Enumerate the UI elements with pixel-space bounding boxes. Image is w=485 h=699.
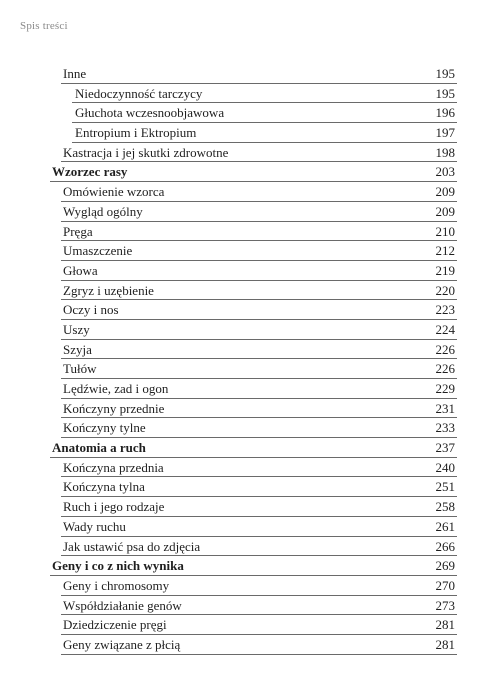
toc-entry-page-number: 195	[435, 66, 455, 81]
toc-entry-wrapper	[0, 162, 485, 182]
toc-entry-page-number: 266	[435, 538, 455, 554]
toc-entry-page-number: 226	[435, 361, 455, 377]
toc-chapter-entry	[50, 556, 457, 576]
toc-entry-wrapper	[0, 379, 485, 399]
toc-entry-wrapper	[0, 359, 485, 379]
toc-entry-page-number: 233	[435, 420, 455, 436]
toc-entry-page-number: 281	[435, 617, 455, 633]
toc-entry-page-number: 261	[435, 518, 455, 534]
toc-entry-wrapper	[0, 576, 485, 596]
toc-section-entry	[61, 399, 457, 419]
toc-entry-wrapper	[0, 418, 485, 438]
toc-entry-title: Dziedziczenie pręgi	[63, 617, 167, 633]
toc-entry-page-number: 219	[435, 262, 455, 278]
toc-entry-title: Anatomia a ruch	[52, 440, 146, 456]
toc-entry-title: Oczy i nos	[63, 302, 119, 318]
toc-section-entry	[61, 596, 457, 616]
toc-entry-title: Kończyny tylne	[63, 420, 146, 436]
toc-entry-title: Omówienie wzorca	[63, 184, 165, 200]
toc-entry-wrapper	[0, 182, 485, 202]
toc-entry-wrapper	[0, 300, 485, 320]
toc-entry-title: Kończyna tylna	[63, 479, 145, 495]
toc-section-entry	[61, 241, 457, 261]
toc-entry-title: Zgryz i uzębienie	[63, 282, 154, 298]
toc-entry-wrapper	[0, 615, 485, 635]
toc-entry-page-number: 237	[435, 440, 455, 456]
toc-entry-title: Szyja	[63, 341, 92, 357]
toc-entry-title: Wady ruchu	[63, 518, 126, 534]
toc-entry-page-number: 240	[435, 459, 455, 475]
toc-entry-title: Geny i co z nich wynika	[52, 558, 184, 574]
toc-entry-wrapper	[0, 143, 485, 163]
toc-section-entry	[61, 497, 457, 517]
toc-section-entry	[61, 261, 457, 281]
toc-entry-wrapper	[0, 84, 485, 104]
toc-entry-wrapper	[0, 202, 485, 222]
toc-entry-title: Kończyna przednia	[63, 459, 164, 475]
toc-entry-title: Wygląd ogólny	[63, 203, 143, 219]
toc-section-entry	[61, 182, 457, 202]
toc-entry-title: Głowa	[63, 262, 98, 278]
toc-subsection-entry	[72, 84, 457, 104]
toc-section-entry	[61, 615, 457, 635]
toc-entry-page-number: 220	[435, 282, 455, 298]
toc-entry-page-number: 270	[435, 577, 455, 593]
toc-section-entry	[61, 458, 457, 478]
toc-section-entry	[61, 418, 457, 438]
toc-entry-wrapper	[0, 261, 485, 281]
toc-subsection-entry	[72, 123, 457, 143]
toc-entry-title: Pręga	[63, 223, 93, 239]
toc-entry-page-number: 258	[435, 499, 455, 515]
toc-entry-page-number: 229	[435, 381, 455, 396]
toc-entry-page-number: 210	[435, 223, 455, 239]
toc-entry-wrapper	[0, 537, 485, 557]
toc-entry-page-number: 198	[435, 144, 455, 160]
toc-entry-wrapper	[0, 340, 485, 360]
toc-entry-title: Geny i chromosomy	[63, 577, 170, 593]
toc-entry-title: Tułów	[63, 361, 97, 377]
toc-section-entry	[61, 517, 457, 537]
toc-entry-wrapper	[0, 222, 485, 242]
toc-entry-wrapper	[0, 497, 485, 517]
toc-subsection-entry	[72, 103, 457, 123]
toc-entry-page-number: 273	[435, 597, 455, 613]
toc-section-entry	[61, 340, 457, 360]
toc-entry-wrapper	[0, 556, 485, 576]
toc-section-entry	[61, 576, 457, 596]
toc-entry-page-number: 196	[435, 105, 455, 121]
toc-entry-wrapper	[0, 458, 485, 478]
toc-section-entry	[61, 477, 457, 497]
toc-section-entry	[61, 320, 457, 340]
toc-entry-page-number: 203	[435, 164, 455, 180]
toc-entry-title: Umaszczenie	[63, 243, 133, 259]
toc-entry-title: Współdziałanie genów	[63, 597, 182, 613]
toc-entry-wrapper	[0, 64, 485, 84]
toc-entry-wrapper	[0, 103, 485, 123]
toc-entry-page-number: 231	[435, 400, 455, 416]
toc-entry-page-number: 212	[435, 243, 455, 259]
toc-section-entry	[61, 143, 457, 163]
toc-chapter-entry	[50, 162, 457, 182]
toc-entry-page-number: 251	[435, 479, 455, 495]
toc-entry-page-number: 226	[435, 341, 455, 357]
toc-entry-page-number: 223	[435, 302, 455, 318]
toc-section-entry	[61, 537, 457, 557]
toc-section-entry	[61, 281, 457, 301]
toc-entry-page-number: 195	[435, 85, 455, 101]
toc-section-entry	[61, 635, 457, 655]
toc-entry-wrapper	[0, 438, 485, 458]
toc-entry-title: Geny związane z płcią	[63, 636, 181, 652]
toc-section-entry	[61, 359, 457, 379]
toc-entry-title: Głuchota wczesnoobjawowa	[75, 105, 225, 121]
toc-section-entry	[61, 202, 457, 222]
toc-entry-wrapper	[0, 399, 485, 419]
toc-entry-title: Jak ustawić psa do zdjęcia	[63, 538, 201, 554]
toc-entry-wrapper	[0, 281, 485, 301]
running-head: Spis treści	[20, 20, 68, 32]
toc-entry-wrapper	[0, 517, 485, 537]
toc-entry-wrapper	[0, 596, 485, 616]
toc-section-entry	[61, 300, 457, 320]
toc-entry-title: Kastracja i jej skutki zdrowotne	[63, 144, 229, 160]
toc-entry-title: Niedoczynność tarczycy	[75, 85, 203, 101]
toc-entry-page-number: 197	[435, 125, 455, 141]
table-of-contents	[0, 64, 485, 655]
toc-entry-title: Ruch i jego rodzaje	[63, 499, 165, 515]
toc-section-entry	[61, 379, 457, 399]
toc-entry-title: Lędźwie, zad i ogon	[63, 381, 169, 396]
toc-entry-title: Entropium i Ektropium	[75, 125, 197, 141]
toc-section-entry	[61, 64, 457, 84]
toc-entry-wrapper	[0, 123, 485, 143]
toc-entry-page-number: 269	[435, 558, 455, 574]
toc-entry-wrapper	[0, 477, 485, 497]
toc-section-entry	[61, 222, 457, 242]
toc-entry-title: Uszy	[63, 321, 90, 337]
toc-entry-wrapper	[0, 320, 485, 340]
toc-entry-title: Kończyny przednie	[63, 400, 165, 416]
toc-entry-page-number: 281	[435, 636, 455, 652]
toc-entry-page-number: 209	[435, 203, 455, 219]
toc-entry-wrapper	[0, 635, 485, 655]
toc-chapter-entry	[50, 438, 457, 458]
toc-entry-title: Inne	[63, 66, 87, 81]
toc-entry-wrapper	[0, 241, 485, 261]
toc-entry-page-number: 209	[435, 184, 455, 200]
toc-entry-page-number: 224	[435, 321, 455, 337]
toc-entry-title: Wzorzec rasy	[52, 164, 128, 180]
